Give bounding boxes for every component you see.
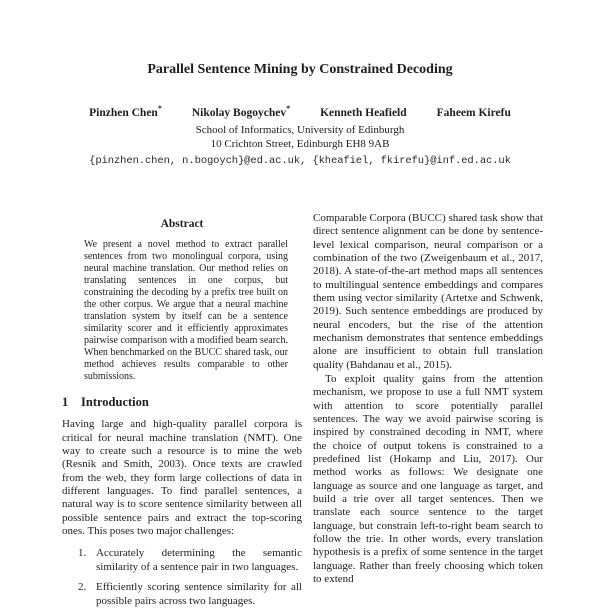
- address: 10 Crichton Street, Edinburgh EH8 9AB: [210, 137, 390, 150]
- author-2: [192, 102, 290, 120]
- author-3-name: Kenneth Heafield: [320, 106, 407, 119]
- author-emails: {pinzhen.chen, n.bogoych}@ed.ac.uk, {kheafiel, fkirefu}@inf.ed.ac.uk: [89, 154, 511, 167]
- author-3: [320, 102, 407, 120]
- affiliation: School of Informatics, University of Edinburgh: [195, 123, 405, 136]
- author-4: [437, 102, 511, 120]
- author-1-footnote-mark: *: [157, 104, 162, 113]
- section-heading-introduction: [62, 395, 302, 409]
- abstract-heading: Abstract: [160, 217, 204, 230]
- list-item-text: Efficiently scoring sentence similarity for all possible pairs across two languages.: [96, 581, 302, 607]
- abstract-section: [62, 218, 302, 384]
- paper-title: Parallel Sentence Mining by Constrained Decoding: [147, 62, 453, 77]
- list-item: [62, 581, 302, 608]
- left-column: [62, 212, 302, 615]
- section-number: 1: [62, 395, 69, 410]
- author-4-name: Faheem Kirefu: [436, 106, 511, 119]
- right-column: [313, 212, 543, 615]
- list-item: [62, 547, 302, 574]
- right-column-paragraph-2: To exploit quality gains from the attention mechanism, we propose to use a full NMT system with attention to score potentially parallel sentences. The way we avoid pairwise scoring is inspired by constrained decoding in NMT, where the choice of output tokens is constrained to a predefined list (Hokamp and Liu, 2017). Our method works as follows: We designate one language as source and one language as target, and build a trie over all target sentences. Then we translate each source sentence to the target language, but constrain left-to-right beam search to follow the trie. In other words, every translation hypothesis is a prefix of some sentence in the target language. Rather than freely choosing which token to extend: [313, 372, 543, 586]
- challenges-list: [62, 547, 302, 607]
- author-1: [89, 102, 162, 120]
- list-item-number: 1.: [78, 547, 87, 560]
- paper-header: [0, 61, 600, 167]
- author-line: [0, 102, 600, 120]
- introduction-paragraph: Having large and high-quality parallel corpora is critical for neural machine translation (NMT). One way to create such a resource is to mine the web (Resnik and Smith, 2003). Once texts are crawled from the web, they form large collections of data in different languages. To find parallel sentences, a natural way is to score sentence similarity between all possible sentence pairs and extract the top-scoring ones. This poses two major challenges:: [62, 418, 302, 538]
- list-item-text: Accurately determining the semantic similarity of a sentence pair in two languages.: [96, 547, 302, 573]
- two-column-body: [62, 212, 543, 615]
- right-column-paragraph-1: Comparable Corpora (BUCC) shared task show that direct sentence alignment can be done by sentence-level lexical comparison, neural comparison or a combination of the two (Zweigenbaum et al., 2017, 2018). A state-of-the-art method maps all sentences to multilingual sentence embeddings and compares them using vector similarity (Artetxe and Schwenk, 2019). Such sentence embeddings are produced by neural encoders, but the rise of the attention mechanism demonstrates that sentence embeddings alone are insufficient to obtain full translation quality (Bahdanau et al., 2015).: [313, 211, 543, 371]
- author-2-footnote-mark: *: [286, 104, 291, 113]
- list-item-number: 2.: [78, 581, 87, 594]
- author-2-name: Nikolay Bogoychev: [191, 106, 287, 119]
- abstract-text: We present a novel method to extract parallel sentences from two monolingual corpora, using neural machine translation. Our method relies on translating sentences in one corpus, but constraining the decoding by a prefix tree built on the other corpus. We argue that a neural machine translation system by itself can be a sentence similarity scorer and it efficiently approximates pairwise comparison with a modified beam search. When benchmarked on the BUCC shared task, our method achieves results comparable to other submissions.: [84, 238, 288, 383]
- author-1-name: Pinzhen Chen: [89, 106, 158, 119]
- section-title: Introduction: [81, 395, 149, 410]
